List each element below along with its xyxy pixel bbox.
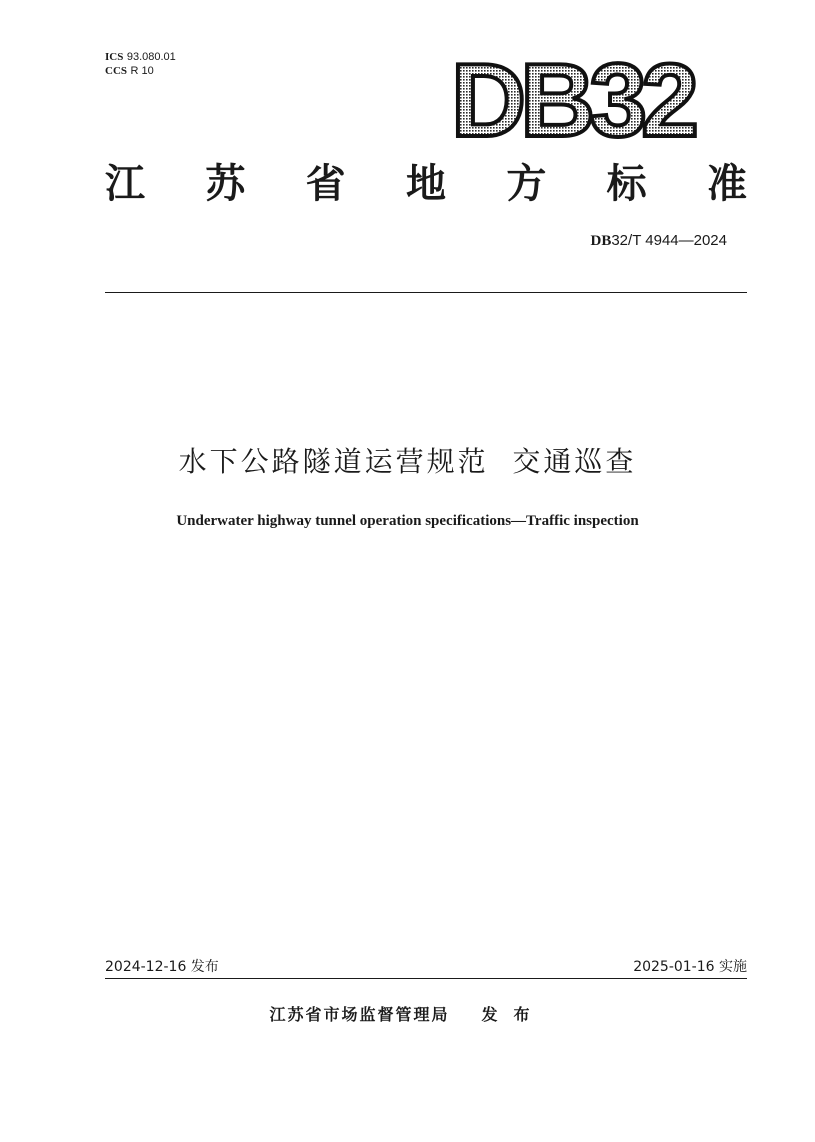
ccs-value: R 10 xyxy=(130,65,154,77)
standard-number-rest: 32/T 4944—2024 xyxy=(611,232,727,249)
standard-number-prefix: DB xyxy=(590,233,612,249)
title-char: 标 xyxy=(606,161,647,207)
title-char: 地 xyxy=(405,161,446,207)
title-char: 苏 xyxy=(205,161,246,207)
title-char: 方 xyxy=(506,161,547,207)
title-char: 省 xyxy=(305,161,346,207)
title-char: 准 xyxy=(706,161,747,207)
bottom-divider xyxy=(105,978,747,979)
classification-codes xyxy=(105,50,176,78)
document-title: 水下公路隧道运营规范 交通巡查 xyxy=(178,445,637,478)
publish-date: 2024-12-16 发布 xyxy=(105,959,219,975)
top-divider xyxy=(105,292,747,293)
issuing-authority xyxy=(0,1002,815,1025)
issuer-action: 发布 xyxy=(481,1005,546,1024)
ics-label: ICS xyxy=(105,51,124,63)
title-char: 江 xyxy=(105,161,145,207)
standard-category-title xyxy=(105,160,747,208)
ccs-label: CCS xyxy=(105,65,128,77)
db32-logo xyxy=(430,40,720,150)
standard-number xyxy=(591,231,728,250)
ics-code xyxy=(105,50,176,64)
ics-value: 93.080.01 xyxy=(126,51,176,63)
implementation-date: 2025-01-16 实施 xyxy=(633,959,747,975)
issuer-name: 江苏省市场监督管理局 xyxy=(269,1005,450,1024)
db32-logo-text: DB32 xyxy=(451,43,693,150)
document-english-title: Underwater highway tunnel operation specifications—Traffic inspection xyxy=(176,513,639,529)
ccs-code xyxy=(105,64,176,78)
